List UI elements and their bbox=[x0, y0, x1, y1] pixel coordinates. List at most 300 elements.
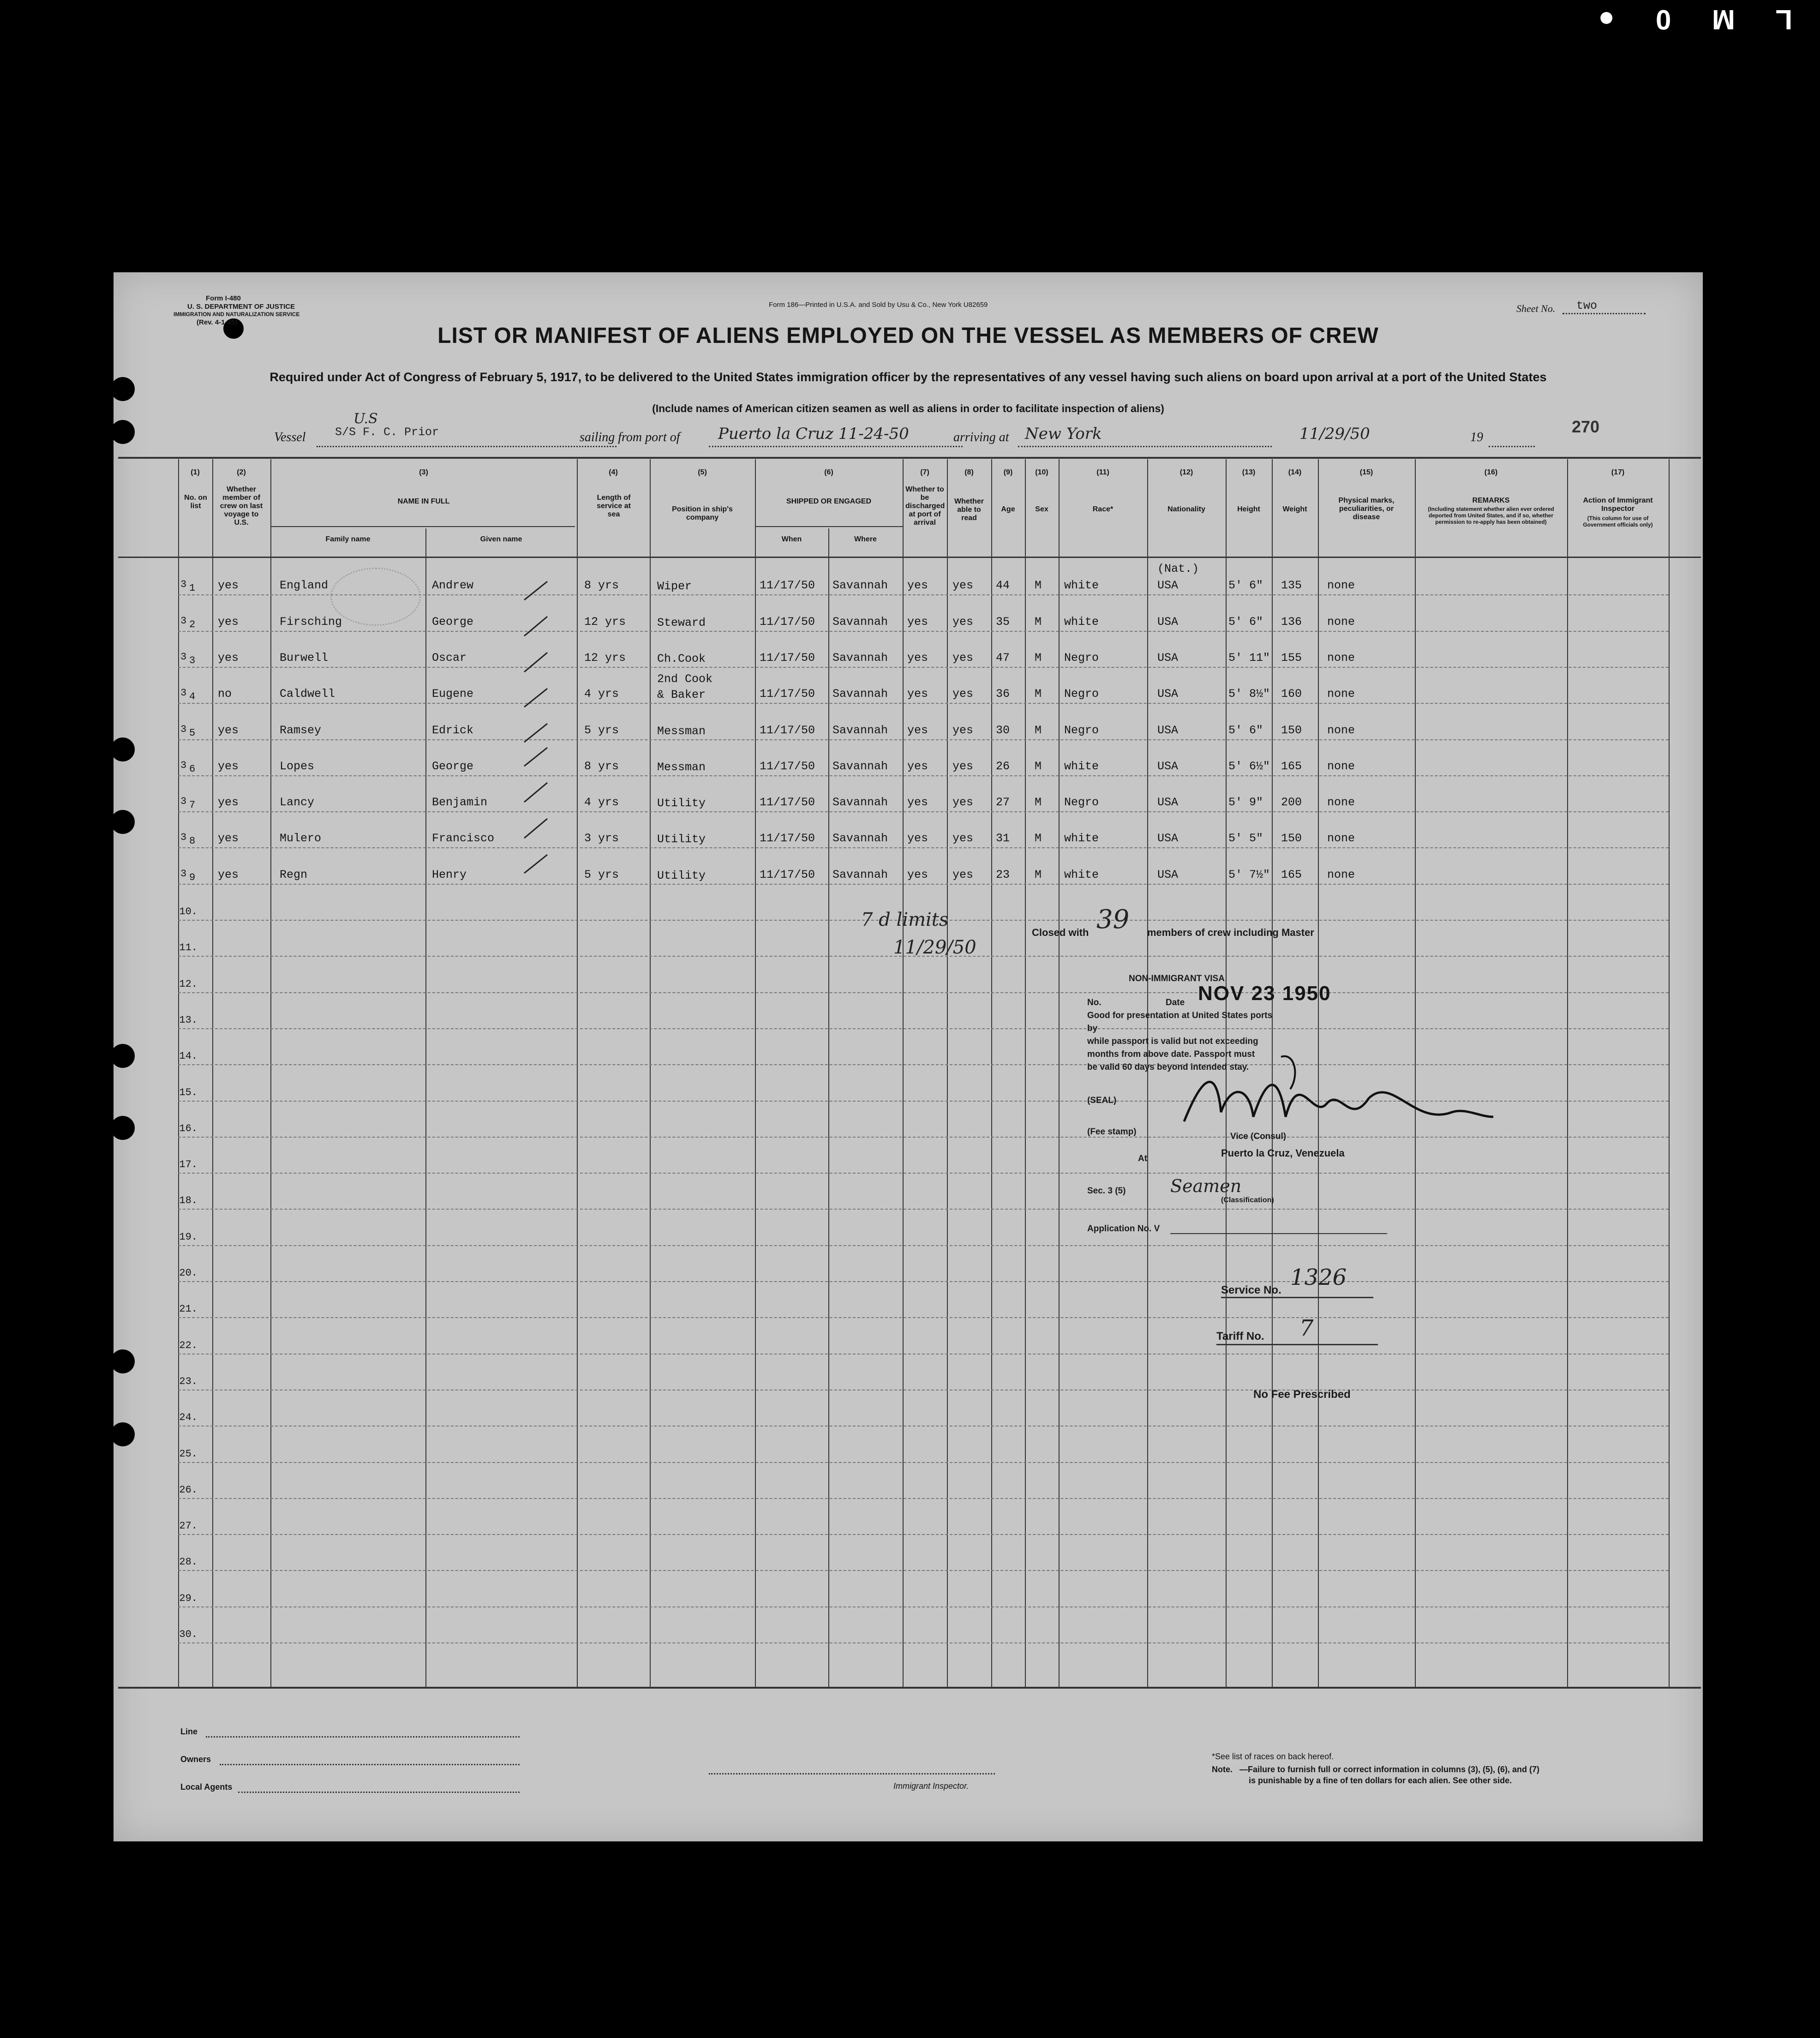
position-cell: Ch.Cook bbox=[657, 652, 706, 665]
empty-row-number: 28. bbox=[179, 1556, 198, 1568]
footer-owners-label: Owners bbox=[180, 1755, 211, 1764]
shipped-when-cell: 11/17/50 bbox=[760, 615, 815, 629]
footer-line-label: Line bbox=[180, 1727, 198, 1736]
service-no-label: Service No. bbox=[1221, 1284, 1281, 1296]
age-cell: 26 bbox=[996, 759, 1010, 773]
row-guideline bbox=[178, 1390, 1669, 1391]
race-cell: Negro bbox=[1064, 723, 1099, 737]
visa-date-label: Date bbox=[1166, 998, 1185, 1007]
col-header-race: Race* bbox=[1092, 505, 1114, 513]
sex-cell: M bbox=[1035, 868, 1042, 881]
no-fee-prescribed: No Fee Prescribed bbox=[1253, 1388, 1351, 1401]
able-to-read-cell: yes bbox=[952, 868, 974, 881]
visa-at-label: At bbox=[1138, 1154, 1148, 1163]
shipped-where-cell: Savannah bbox=[832, 723, 888, 737]
family-name-cell: Burwell bbox=[280, 651, 329, 665]
empty-row-number: 22. bbox=[179, 1339, 198, 1351]
row-number: 1 bbox=[189, 582, 196, 594]
row-guideline bbox=[178, 992, 1669, 993]
row-number: 8 bbox=[189, 835, 196, 847]
visa-line-5: be valid 60 days beyond intended stay. bbox=[1087, 1062, 1249, 1072]
col-num-7: (7) bbox=[920, 468, 929, 476]
row-guideline bbox=[178, 703, 1669, 704]
empty-row-number: 24. bbox=[179, 1412, 198, 1424]
service-no-value: 1326 bbox=[1290, 1265, 1347, 1290]
given-name-cell: George bbox=[432, 759, 474, 773]
age-cell: 44 bbox=[996, 579, 1010, 593]
visa-header: NON-IMMIGRANT VISA bbox=[1129, 974, 1225, 983]
col-header-action: Action of Immigrant Inspector bbox=[1583, 497, 1653, 513]
sex-cell: M bbox=[1035, 687, 1042, 701]
film-corner-marks: L M 0 ● bbox=[1581, 4, 1792, 35]
row-prefix: 3 bbox=[180, 579, 187, 591]
row-number: 7 bbox=[189, 799, 196, 811]
race-cell: white bbox=[1064, 615, 1099, 629]
weight-cell: 165 bbox=[1281, 759, 1302, 773]
family-name-cell: Ramsey bbox=[280, 723, 322, 737]
visa-class-value: Seamen bbox=[1170, 1176, 1242, 1196]
discharged-cell: yes bbox=[907, 832, 928, 845]
given-name-cell: George bbox=[432, 615, 474, 629]
row-guideline bbox=[178, 847, 1669, 848]
height-cell: 5' 11" bbox=[1228, 651, 1270, 665]
family-name-cell: England bbox=[280, 579, 329, 593]
shipped-where-cell: Savannah bbox=[832, 687, 888, 701]
arrival-date: 11/29/50 bbox=[1299, 425, 1370, 443]
race-cell: white bbox=[1064, 832, 1099, 845]
check-marks-lower bbox=[520, 743, 575, 909]
given-name-cell: Benjamin bbox=[432, 796, 488, 809]
age-cell: 35 bbox=[996, 615, 1010, 629]
position-cell: Utility bbox=[657, 797, 706, 810]
race-cell: white bbox=[1064, 759, 1099, 773]
physical-marks-cell: none bbox=[1327, 796, 1355, 809]
row-number: 3 bbox=[189, 654, 196, 666]
height-cell: 5' 6" bbox=[1228, 723, 1263, 737]
empty-row-number: 19. bbox=[179, 1231, 198, 1243]
discharged-cell: yes bbox=[907, 651, 928, 665]
physical-marks-cell: none bbox=[1327, 687, 1355, 701]
height-cell: 5' 8½" bbox=[1228, 687, 1270, 701]
form-number: Form I-480 bbox=[206, 294, 241, 302]
weight-cell: 155 bbox=[1281, 651, 1302, 665]
age-cell: 31 bbox=[996, 832, 1010, 845]
race-cell: Negro bbox=[1064, 651, 1099, 665]
col-header-nationality: Nationality bbox=[1167, 505, 1205, 513]
col-header-sex: Sex bbox=[1035, 505, 1048, 513]
col-num-16: (16) bbox=[1484, 468, 1498, 476]
arriving-label: arriving at bbox=[953, 430, 1009, 444]
footer-agents-label: Local Agents bbox=[180, 1782, 233, 1792]
empty-row-number: 18. bbox=[179, 1195, 198, 1207]
discharged-cell: yes bbox=[907, 868, 928, 881]
punch-hole bbox=[111, 737, 135, 761]
race-cell: Negro bbox=[1064, 687, 1099, 701]
nationality-cell: USA bbox=[1157, 759, 1179, 773]
empty-row-number: 25. bbox=[179, 1448, 198, 1460]
physical-marks-cell: none bbox=[1327, 723, 1355, 737]
footer-note-label: Note. bbox=[1212, 1765, 1233, 1774]
col-num-4: (4) bbox=[609, 468, 618, 476]
shipped-when-cell: 11/17/50 bbox=[760, 796, 815, 809]
row-number: 5 bbox=[189, 727, 196, 739]
height-cell: 5' 6½" bbox=[1228, 759, 1270, 773]
row-guideline bbox=[178, 884, 1669, 885]
empty-row-number: 29. bbox=[179, 1592, 198, 1604]
last-voyage-cell: yes bbox=[218, 868, 239, 881]
visa-fee-stamp: (Fee stamp) bbox=[1087, 1127, 1137, 1137]
footer-note-text-2: is punishable by a fine of ten dollars for each alien. See other side. bbox=[1249, 1776, 1512, 1785]
col-subheader-where: Where bbox=[854, 535, 877, 543]
sailing-port: Puerto la Cruz 11-24-50 bbox=[718, 425, 909, 443]
last-voyage-cell: yes bbox=[218, 759, 239, 773]
empty-row-number: 17. bbox=[179, 1159, 198, 1171]
visa-date-value: NOV 23 1950 bbox=[1198, 982, 1331, 1005]
punch-hole bbox=[111, 1349, 135, 1373]
service-length-cell: 12 yrs bbox=[584, 615, 626, 629]
col-subheader-given: Given name bbox=[480, 535, 522, 543]
race-cell: Negro bbox=[1064, 796, 1099, 809]
row-guideline bbox=[178, 1317, 1669, 1318]
punch-hole bbox=[111, 420, 135, 444]
row-guideline bbox=[178, 1534, 1669, 1535]
arriving-port: New York bbox=[1025, 425, 1102, 443]
weight-cell: 136 bbox=[1281, 615, 1302, 629]
col-num-14: (14) bbox=[1288, 468, 1302, 476]
able-to-read-cell: yes bbox=[952, 579, 974, 593]
page-subnote: (Include names of American citizen seamen as well as aliens in order to facilitate inspection of aliens) bbox=[652, 402, 1164, 414]
closed-with-prefix: Closed with bbox=[1032, 927, 1089, 938]
family-name-cell: Regn bbox=[280, 868, 308, 881]
service-length-cell: 5 yrs bbox=[584, 723, 619, 737]
tariff-no-label: Tariff No. bbox=[1216, 1330, 1264, 1343]
col-num-11: (11) bbox=[1096, 468, 1109, 476]
visa-line-2: by bbox=[1087, 1024, 1098, 1033]
vessel-name: S/S F. C. Prior bbox=[335, 426, 439, 439]
col-header-shipped: SHIPPED OR ENGAGED bbox=[786, 498, 872, 505]
col-header-position: Position in ship's company bbox=[672, 505, 733, 521]
row-guideline bbox=[178, 1642, 1669, 1643]
row-guideline bbox=[178, 1498, 1669, 1499]
empty-row-number: 10. bbox=[179, 906, 198, 917]
sheet-number-label: Sheet No. bbox=[1516, 303, 1556, 314]
service-length-cell: 8 yrs bbox=[584, 759, 619, 773]
footer-races-note: *See list of races on back hereof. bbox=[1212, 1752, 1334, 1761]
punch-hole bbox=[111, 1116, 135, 1140]
punch-hole bbox=[111, 377, 135, 401]
age-cell: 36 bbox=[996, 687, 1010, 701]
col-header-physical: Physical marks, peculiarities, or disease bbox=[1338, 497, 1395, 521]
col-subheader-remarks-note: (Including statement whether alien ever ordered deported from United States, and if so, whether permission to re-apply has been obtained) bbox=[1428, 506, 1554, 525]
row-guideline bbox=[178, 811, 1669, 812]
height-cell: 5' 7½" bbox=[1228, 868, 1270, 881]
shipped-when-cell: 11/17/50 bbox=[760, 651, 815, 665]
nationality-cell: USA bbox=[1157, 832, 1179, 845]
row-guideline bbox=[178, 1173, 1669, 1174]
row-prefix: 3 bbox=[180, 615, 187, 627]
col-num-6: (6) bbox=[824, 468, 833, 476]
shipped-when-cell: 11/17/50 bbox=[760, 832, 815, 845]
physical-marks-cell: none bbox=[1327, 651, 1355, 665]
col-header-read: Whether able to read bbox=[954, 498, 984, 522]
row-guideline bbox=[178, 775, 1669, 776]
weight-cell: 150 bbox=[1281, 832, 1302, 845]
service-length-cell: 3 yrs bbox=[584, 832, 619, 845]
col-num-8: (8) bbox=[964, 468, 974, 476]
empty-row-number: 16. bbox=[179, 1122, 198, 1134]
given-name-cell: Eugene bbox=[432, 687, 474, 701]
able-to-read-cell: yes bbox=[952, 615, 974, 629]
visa-class-prefix: Sec. 3 (5) bbox=[1087, 1186, 1126, 1196]
row-number: 4 bbox=[189, 691, 196, 703]
position-cell: Messman bbox=[657, 724, 706, 738]
family-name-cell: Lancy bbox=[280, 796, 315, 809]
last-voyage-cell: yes bbox=[218, 579, 239, 593]
sheet-number-value: two bbox=[1576, 299, 1598, 312]
race-cell: white bbox=[1064, 868, 1099, 881]
footer-note-text: —Failure to furnish full or correct information in columns (3), (5), (6), and (7) bbox=[1239, 1765, 1540, 1774]
row-prefix: 3 bbox=[180, 687, 187, 699]
family-name-cell: Caldwell bbox=[280, 687, 335, 701]
height-cell: 5' 5" bbox=[1228, 832, 1263, 845]
printer-line: Form 186—Printed in U.S.A. and Sold by Usu & Co., New York U82659 bbox=[769, 301, 988, 309]
col-num-3: (3) bbox=[419, 468, 428, 476]
last-voyage-cell: yes bbox=[218, 615, 239, 629]
row-prefix: 3 bbox=[180, 759, 187, 771]
footer-inspector-label: Immigrant Inspector. bbox=[893, 1781, 969, 1791]
year-label: 19 bbox=[1470, 430, 1483, 444]
discharged-cell: yes bbox=[907, 579, 928, 593]
nationality-cell: USA bbox=[1157, 579, 1179, 593]
discharged-cell: yes bbox=[907, 687, 928, 701]
last-voyage-cell: no bbox=[218, 687, 232, 701]
col-header-remarks: REMARKS bbox=[1472, 497, 1510, 504]
discharged-cell: yes bbox=[907, 759, 928, 773]
age-cell: 47 bbox=[996, 651, 1010, 665]
height-cell: 5' 6" bbox=[1228, 579, 1263, 593]
empty-row-number: 15. bbox=[179, 1086, 198, 1098]
vessel-flag: U.S bbox=[353, 411, 378, 427]
page-number: 270 bbox=[1572, 417, 1600, 436]
age-cell: 27 bbox=[996, 796, 1010, 809]
height-cell: 5' 6" bbox=[1228, 615, 1263, 629]
vessel-label: Vessel bbox=[274, 430, 306, 444]
row-guideline bbox=[178, 1245, 1669, 1246]
visa-consul: Vice (Consul) bbox=[1230, 1132, 1287, 1141]
sex-cell: M bbox=[1035, 796, 1042, 809]
weight-cell: 200 bbox=[1281, 796, 1302, 809]
position-cell: Messman bbox=[657, 760, 706, 774]
row-guideline bbox=[178, 1209, 1669, 1210]
service-name: IMMIGRATION AND NATURALIZATION SERVICE bbox=[174, 311, 300, 318]
discharged-cell: yes bbox=[907, 723, 928, 737]
visa-line-1: Good for presentation at United States ports bbox=[1087, 1011, 1273, 1020]
race-cell: white bbox=[1064, 579, 1099, 593]
visa-application: Application No. V bbox=[1087, 1224, 1160, 1234]
row-prefix: 3 bbox=[180, 651, 187, 663]
given-name-cell: Henry bbox=[432, 868, 467, 881]
service-length-cell: 4 yrs bbox=[584, 796, 619, 809]
discharged-cell: yes bbox=[907, 796, 928, 809]
col-header-service: Length of service at sea bbox=[597, 494, 631, 518]
col-num-12: (12) bbox=[1179, 468, 1193, 476]
col-subheader-family: Family name bbox=[325, 535, 371, 543]
shipped-where-cell: Savannah bbox=[832, 796, 888, 809]
weight-cell: 160 bbox=[1281, 687, 1302, 701]
punch-hole bbox=[111, 810, 135, 834]
department-name: U. S. DEPARTMENT OF JUSTICE bbox=[187, 303, 295, 311]
row-prefix: 3 bbox=[180, 832, 187, 844]
empty-row-number: 30. bbox=[179, 1629, 198, 1640]
col-num-17: (17) bbox=[1611, 468, 1625, 476]
given-name-cell: Oscar bbox=[432, 651, 467, 665]
weight-cell: 150 bbox=[1281, 723, 1302, 737]
given-name-cell: Edrick bbox=[432, 723, 474, 737]
nationality-cell: USA bbox=[1157, 687, 1179, 701]
weight-cell: 135 bbox=[1281, 579, 1302, 593]
visa-seal: (SEAL) bbox=[1087, 1096, 1117, 1105]
physical-marks-cell: none bbox=[1327, 579, 1355, 593]
service-length-cell: 8 yrs bbox=[584, 579, 619, 593]
visa-no-label: No. bbox=[1087, 998, 1102, 1007]
last-voyage-cell: yes bbox=[218, 723, 239, 737]
form-revision: (Rev. 4-1-45) bbox=[197, 318, 238, 326]
row-number: 9 bbox=[189, 871, 196, 883]
shipped-when-cell: 11/17/50 bbox=[760, 687, 815, 701]
shipped-when-cell: 11/17/50 bbox=[760, 759, 815, 773]
family-name-cell: Mulero bbox=[280, 832, 322, 845]
row-number: 2 bbox=[189, 618, 196, 630]
height-cell: 5' 9" bbox=[1228, 796, 1263, 809]
physical-marks-cell: none bbox=[1327, 759, 1355, 773]
closed-with-suffix: members of crew including Master bbox=[1147, 927, 1314, 938]
col-num-13: (13) bbox=[1242, 468, 1256, 476]
shipped-where-cell: Savannah bbox=[832, 759, 888, 773]
last-voyage-cell: yes bbox=[218, 796, 239, 809]
sex-cell: M bbox=[1035, 579, 1042, 593]
service-length-cell: 4 yrs bbox=[584, 687, 619, 701]
position-cell: Utility bbox=[657, 833, 706, 846]
empty-row-number: 21. bbox=[179, 1303, 198, 1315]
age-cell: 30 bbox=[996, 723, 1010, 737]
punch-hole bbox=[111, 1422, 135, 1446]
shipped-when-cell: 11/17/50 bbox=[760, 579, 815, 593]
col-num-15: (15) bbox=[1359, 468, 1373, 476]
able-to-read-cell: yes bbox=[952, 723, 974, 737]
closed-with-number: 39 bbox=[1096, 905, 1130, 935]
visa-class-label: (Classification) bbox=[1221, 1196, 1274, 1204]
row-guideline bbox=[178, 1426, 1669, 1427]
col-header-name: NAME IN FULL bbox=[397, 498, 450, 505]
empty-row-number: 20. bbox=[179, 1267, 198, 1279]
col-num-9: (9) bbox=[1003, 468, 1013, 476]
col-subheader-when: When bbox=[781, 535, 802, 543]
handwritten-note-2: 11/29/50 bbox=[893, 937, 976, 958]
shipped-where-cell: Savannah bbox=[832, 579, 888, 593]
nationality-cell: USA bbox=[1157, 796, 1179, 809]
sex-cell: M bbox=[1035, 832, 1042, 845]
able-to-read-cell: yes bbox=[952, 687, 974, 701]
position-cell: Steward bbox=[657, 616, 706, 629]
row-guideline bbox=[178, 1462, 1669, 1463]
page-subtitle: Required under Act of Congress of February 5, 1917, to be delivered to the United States immigration officer by the representatives of any vessel having such aliens on board upon arrival at a port of the United States bbox=[269, 370, 1547, 384]
last-voyage-cell: yes bbox=[218, 651, 239, 665]
row-guideline bbox=[178, 1570, 1669, 1571]
row-guideline bbox=[178, 1354, 1669, 1355]
sailing-label: sailing from port of bbox=[580, 430, 680, 444]
visa-location: Puerto la Cruz, Venezuela bbox=[1221, 1147, 1345, 1159]
family-name-cell: Firsching bbox=[280, 615, 342, 629]
position-cell: Wiper bbox=[657, 580, 692, 593]
row-guideline bbox=[178, 1606, 1669, 1607]
empty-row-number: 13. bbox=[179, 1014, 198, 1026]
nationality-cell: USA bbox=[1157, 615, 1179, 629]
col-subheader-action-note: (This column for use of Government officials only) bbox=[1583, 515, 1653, 528]
empty-row-number: 12. bbox=[179, 978, 198, 990]
col-header-age: Age bbox=[1001, 505, 1015, 513]
able-to-read-cell: yes bbox=[952, 832, 974, 845]
punch-hole bbox=[111, 1044, 135, 1068]
visa-line-3: while passport is valid but not exceeding bbox=[1087, 1037, 1258, 1046]
nationality-cell: USA bbox=[1157, 723, 1179, 737]
row-guideline bbox=[178, 1028, 1669, 1029]
nationality-note: (Nat.) bbox=[1157, 562, 1199, 576]
handwritten-note-1: 7 d limits bbox=[861, 909, 949, 930]
col-header-weight: Weight bbox=[1282, 505, 1307, 513]
row-guideline bbox=[178, 739, 1669, 740]
sex-cell: M bbox=[1035, 651, 1042, 665]
row-prefix: 3 bbox=[180, 796, 187, 808]
service-length-cell: 12 yrs bbox=[584, 651, 626, 665]
able-to-read-cell: yes bbox=[952, 651, 974, 665]
nationality-cell: USA bbox=[1157, 868, 1179, 881]
shipped-where-cell: Savannah bbox=[832, 832, 888, 845]
shipped-when-cell: 11/17/50 bbox=[760, 868, 815, 881]
empty-row-number: 26. bbox=[179, 1484, 198, 1496]
physical-marks-cell: none bbox=[1327, 832, 1355, 845]
physical-marks-cell: none bbox=[1327, 615, 1355, 629]
position-cell: Utility bbox=[657, 869, 706, 882]
sex-cell: M bbox=[1035, 615, 1042, 629]
col-header-height: Height bbox=[1237, 505, 1260, 513]
row-guideline bbox=[178, 667, 1669, 668]
given-name-cell: Francisco bbox=[432, 832, 495, 845]
weight-cell: 165 bbox=[1281, 868, 1302, 881]
last-voyage-cell: yes bbox=[218, 832, 239, 845]
col-header-no: No. on list bbox=[184, 494, 207, 510]
row-number: 6 bbox=[189, 763, 196, 775]
empty-row-number: 14. bbox=[179, 1050, 198, 1062]
col-num-10: (10) bbox=[1035, 468, 1048, 476]
row-guideline bbox=[178, 631, 1669, 632]
shipped-where-cell: Savannah bbox=[832, 868, 888, 881]
position-cell: 2nd Cook & Baker bbox=[657, 672, 713, 702]
given-name-cell: Andrew bbox=[432, 579, 474, 593]
col-num-1: (1) bbox=[191, 468, 200, 476]
able-to-read-cell: yes bbox=[952, 759, 974, 773]
empty-row-number: 27. bbox=[179, 1520, 198, 1532]
sex-cell: M bbox=[1035, 723, 1042, 737]
physical-marks-cell: none bbox=[1327, 868, 1355, 881]
col-num-5: (5) bbox=[698, 468, 707, 476]
shipped-when-cell: 11/17/50 bbox=[760, 723, 815, 737]
shipped-where-cell: Savannah bbox=[832, 651, 888, 665]
check-marks bbox=[520, 577, 575, 743]
row-prefix: 3 bbox=[180, 723, 187, 735]
empty-row-number: 11. bbox=[179, 942, 198, 954]
shipped-where-cell: Savannah bbox=[832, 615, 888, 629]
tariff-no-value: 7 bbox=[1299, 1315, 1314, 1341]
